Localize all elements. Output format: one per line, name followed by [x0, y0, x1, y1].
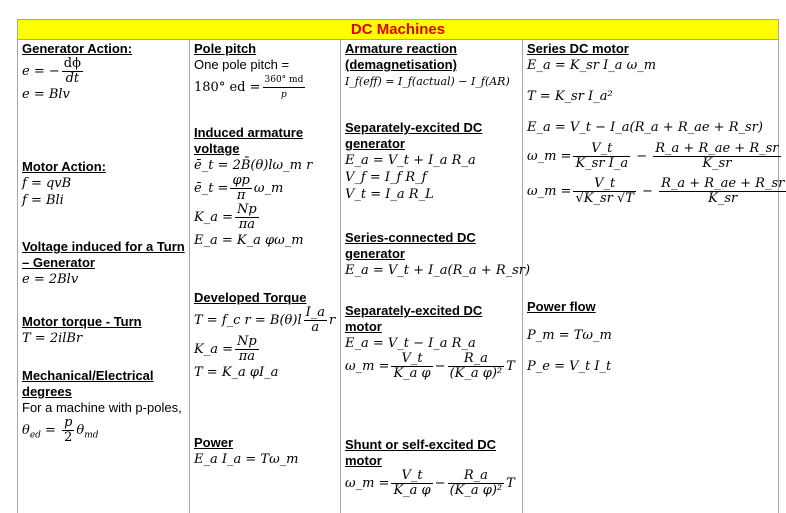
developed-torque-eq-2: K_a = $\frac{Np}{\pi a}$	[194, 334, 257, 364]
power-flow-eq-1: P_m = Tω_m	[527, 328, 612, 343]
series-motor-block	[527, 41, 785, 206]
series-gen-equation: E_a = V_t + I_a(R_a + R_sr)	[345, 263, 531, 278]
power-equation: E_a I_a = Tω_m	[194, 452, 299, 467]
turn-voltage-block	[22, 239, 187, 288]
generator-emf-equation: e = − $\frac{d\phi}{dt}$	[22, 56, 81, 86]
induced-voltage-eq-1: ē_t = 2B̄(θ)lω_m r	[194, 158, 313, 173]
column-basic-actions	[17, 39, 190, 513]
series-motor-eq-1: E_a = K_sr I_a ω_m	[527, 58, 657, 73]
sep-motor-heading: Separately-excited DC motor	[345, 303, 483, 334]
sep-gen-heading: Separately-excited DC generator	[345, 120, 483, 151]
motor-force-equation-1: f = qvB	[22, 176, 72, 191]
armature-reaction-block	[345, 41, 520, 90]
pole-pitch-heading: Pole pitch	[194, 41, 257, 56]
formula-sheet	[17, 19, 785, 513]
degrees-block	[22, 368, 187, 445]
shunt-motor-speed-equation: ω_m = $\frac{V\_t}{\text{K\_a φ}}$ − $\frac{R\_a}{\text{(K\_a φ)²}}$ T	[345, 468, 515, 498]
series-motor-eq-2: T = K_sr I_a²	[527, 89, 613, 104]
induced-voltage-eq-2: ē_t = $\frac{\varphi p}{\pi}$ ω_m	[194, 173, 284, 203]
armature-reaction-equation: I_f(eff) = I_f(actual) − I_f(AR)	[345, 75, 510, 88]
turn-voltage-heading: Voltage induced for a Turn – Generator	[22, 239, 185, 270]
column-armature	[190, 39, 341, 513]
sep-motor-speed-equation: ω_m = $\frac{V\_t}{\text{K\_a φ}}$ − $\frac{R\_a}{\text{(K\_a φ)²}}$ T	[345, 351, 515, 381]
series-motor-heading: Series DC motor	[527, 41, 629, 56]
series-motor-speed-eq-2: ω_m = $\frac{V\_t}{√K\_sr √T}$ − $\frac{R\_a + R\_ae + R\_sr}{K\_sr}$	[527, 176, 785, 206]
motor-action-block	[22, 159, 187, 209]
sep-gen-eq-2: V_f = I_f R_f	[345, 170, 427, 185]
separately-excited-motor-block	[345, 303, 520, 381]
induced-voltage-eq-4: E_a = K_a φω_m	[194, 233, 304, 248]
series-generator-block	[345, 230, 531, 279]
generator-action-block	[22, 41, 187, 103]
sep-gen-eq-3: V_t = I_a R_L	[345, 187, 434, 202]
induced-voltage-block	[194, 125, 338, 249]
generator-action-heading: Generator Action:	[22, 41, 133, 56]
sheet-title: DC Machines	[17, 19, 779, 40]
sep-gen-eq-1: E_a = V_t + I_a R_a	[345, 153, 476, 168]
motor-force-equation-2: f = Bli	[22, 193, 64, 208]
power-flow-block	[527, 299, 776, 375]
shunt-motor-heading: Shunt or self-excited DC motor	[345, 437, 496, 468]
sep-motor-eq-1: E_a = V_t − I_a R_a	[345, 336, 476, 351]
power-heading: Power	[194, 435, 234, 450]
series-motor-speed-eq-1: ω_m = $\frac{V\_t}{\text{K\_sr I\_a}}$ − $\frac{R\_a + R\_ae + R\_sr}{K\_sr}$	[527, 141, 779, 171]
pole-pitch-block	[194, 41, 338, 102]
degrees-equation: $\theta_{ed}$ = $\frac{p}{2}$ $\theta_{md}$	[22, 415, 99, 445]
induced-voltage-eq-3: K_a = $\frac{Np}{\pi a}$	[194, 202, 257, 232]
motor-action-heading: Motor Action:	[22, 159, 106, 174]
turn-voltage-equation: e = 2Blv	[22, 272, 79, 287]
pole-pitch-equation: 180° ed = $\frac{360^\circ md}{p}$	[194, 75, 304, 100]
column-generators	[341, 39, 531, 513]
motor-torque-block	[22, 314, 187, 347]
motor-torque-heading: Motor torque - Turn	[22, 314, 142, 329]
series-motor-eq-3: E_a = V_t − I_a(R_a + R_ae + R_sr)	[527, 120, 763, 135]
generator-blv-equation: e = Blv	[22, 87, 70, 102]
developed-torque-block	[194, 290, 338, 381]
shunt-motor-block	[345, 437, 520, 498]
induced-voltage-heading: Induced armature voltage	[194, 125, 304, 156]
armature-reaction-heading: Armature reaction (demagnetisation)	[345, 41, 457, 72]
degrees-heading: Mechanical/Electrical degrees	[22, 368, 154, 399]
column-series-motor	[523, 39, 785, 513]
series-gen-heading: Series-connected DC generator	[345, 230, 476, 261]
motor-torque-equation: T = 2ilBr	[22, 331, 83, 346]
power-block	[194, 435, 338, 468]
developed-torque-eq-3: T = K_a φI_a	[194, 365, 279, 380]
power-flow-heading: Power flow	[527, 299, 596, 314]
degrees-text: For a machine with p-poles,	[22, 400, 182, 415]
pole-pitch-text: One pole pitch =	[194, 57, 290, 72]
power-flow-eq-2: P_e = V_t I_t	[527, 359, 612, 374]
developed-torque-eq-1: T = f_c r = B(θ)l $\frac{I\_a}{a}$ r	[194, 305, 336, 335]
developed-torque-heading: Developed Torque	[194, 290, 307, 305]
separately-excited-generator-block	[345, 120, 520, 203]
